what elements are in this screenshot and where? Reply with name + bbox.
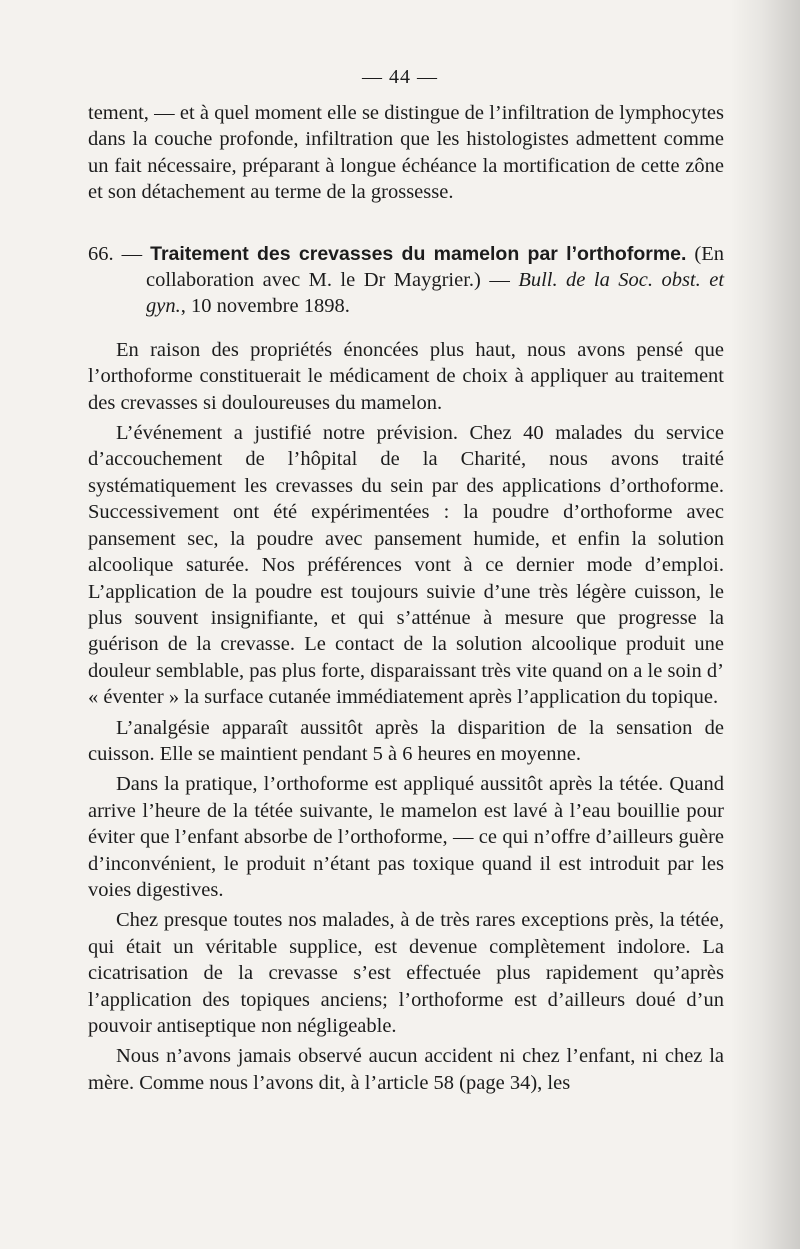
body-paragraph: L’événement a justifié notre prévision. Chez 40 malades du service d’accouchement de l’hôpital de la Charité, nous avons traité systématiquement les crevasses du sein par des applications d’orthoforme. Successivement ont été expérimentées : la poudre d’orthoforme avec pansement sec, la poudre avec pansement humide, et enfin la solution alcoolique saturée. Nos préférences vont à ce dernier mode d’emploi. L’application de la poudre est toujours suivie d’une très légère cuisson, le plus souvent insignifiante, et qui s’atténue à mesure que progresse la guérison de la crevasse. Le contact de la solution alcoolique produit une douleur semblable, pas plus forte, disparaissant très vite quand on a le soin d’ « éventer » la surface cutanée immédiatement après l’application du topique.: [88, 422, 724, 709]
entry-date: , 10 novembre 1898.: [180, 295, 350, 318]
entry-journal: Bull. de la Soc. obst. et gyn.: [146, 269, 725, 318]
opening-paragraph: tement, — et à quel moment elle se distingue de l’infiltration de lymphocytes dans la couche profonde, infiltration que les histologistes admettent comme un fait nécessaire, préparant à longue échéance la mortification de cette zône et son détachement au terme de la grossesse.: [88, 102, 724, 204]
bibliography-entry: [88, 241, 724, 320]
body-paragraph: Dans la pratique, l’orthoforme est appliqué aussitôt après la tétée. Quand arrive l’heure de la tétée suivante, le mamelon est lavé à l’eau bouillie pour éviter que l’enfant absorbe de l’orthoforme, — ce qui n’offre d’ailleurs guère d’inconvénient, le produit n’étant pas toxique quand il est introduit par les voies digestives.: [88, 773, 724, 901]
page-body: [88, 100, 724, 1096]
body-paragraph: Nous n’avons jamais observé aucun accident ni chez l’enfant, ni chez la mère. Comme nous l’avons dit, à l’article 58 (page 34), les: [88, 1045, 724, 1094]
page-edge-shadow: [730, 0, 800, 1249]
body-paragraph: Chez presque toutes nos malades, à de très rares exceptions près, la tétée, qui était un véritable supplice, est devenue complètement indolore. La cicatrisation de la crevasse s’est effectuée plus rapidement qu’après l’application des topiques anciens; l’orthoforme est d’ailleurs doué d’un pouvoir antiseptique non négligeable.: [88, 909, 724, 1037]
body-paragraph: En raison des propriétés énoncées plus haut, nous avons pensé que l’orthoforme constituerait le médicament de choix à appliquer au traitement des crevasses si douloureuses du mamelon.: [88, 338, 724, 414]
entry-collaboration: (En collaboration avec M. le Dr Maygrier.) —: [146, 242, 725, 292]
body-paragraph: L’analgésie apparaît aussitôt après la disparition de la sensation de cuisson. Elle se maintient pendant 5 à 6 heures en moyenne.: [88, 716, 724, 765]
page-number: — 44 —: [362, 66, 438, 88]
entry-number: 66. —: [88, 242, 143, 265]
entry-title: Traitement des crevasses du mamelon par l’orthoforme.: [150, 242, 687, 265]
